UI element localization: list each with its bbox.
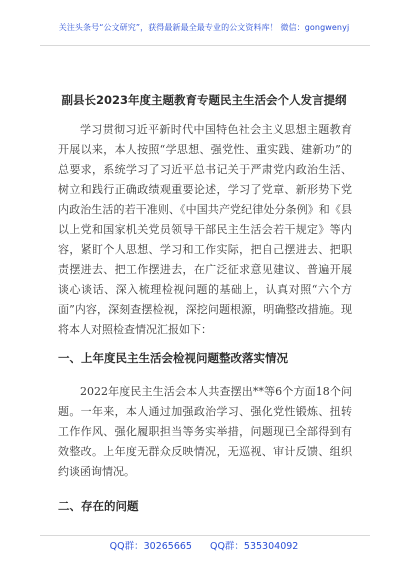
section-heading-1: 一、上年度民主生活会检视问题整改落实情况 bbox=[58, 351, 288, 365]
footer-qq-group-2: QQ群：535304092 bbox=[209, 541, 299, 552]
section-heading-2: 二、存在的问题 bbox=[58, 499, 139, 513]
footer-qq-group-1: QQ群：30265665 bbox=[109, 541, 192, 552]
intro-paragraph: 学习贯彻习近平新时代中国特色社会主义思想主题教育开展以来，本人按照“学思想、强党性、重实践、建新功”的总要求，系统学习了习近平总书记关于严肃党内政治生活、树立和践行正确政绩观重要论述，学习了党章、新形势下党内政治生活的若干准则、《中国共产党纪律处分条例》和《县以上党和国家机关党员领导干部民主生活会若干规定》等内容，紧盯个人思想、学习和工作实际，把自己摆进去、把职责摆进去、把工作摆进去，在广泛征求意见建议、普遍开展谈心谈话、深入梳理检视问题的基础上，认真对照“六个方面”内容，深刻查摆检视，深挖问题根源，明确整改措施。现将本人对照检查情况汇报如下： bbox=[58, 123, 352, 336]
document-title: 副县长2023年度主题教育专题民主生活会个人发言提纲 bbox=[61, 93, 347, 107]
footer-contacts bbox=[0, 540, 408, 554]
header-divider bbox=[40, 45, 370, 46]
header-promo-banner: 关注头条号“公文研究”，获得最新最全最专业的公文资料库！ 微信：gongwenyj bbox=[58, 23, 350, 32]
section-1-paragraph: 2022年度民主生活会本人共查摆出**等6个方面18个问题。一年来，本人通过加强政治学习、强化党性锻炼、扭转工作作风、强化履职担当等务实举措，问题现已全部得到有效整改。上年度无群众反映情况，无巡视、审计反馈、组织约谈函询情况。 bbox=[58, 385, 352, 478]
footer-divider bbox=[40, 535, 370, 536]
